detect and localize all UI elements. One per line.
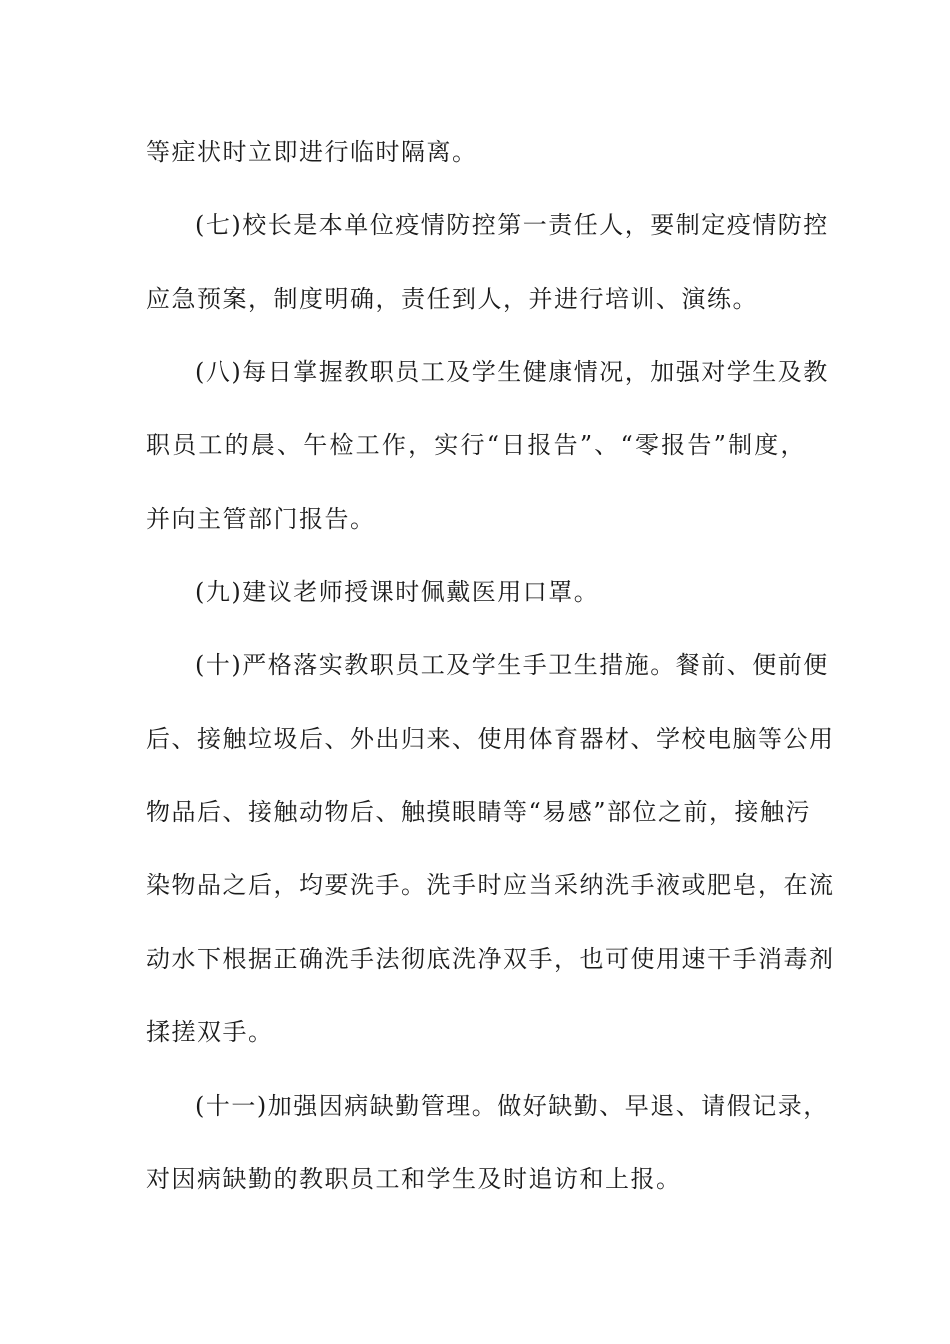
text-line: 对因病缺勤的教职员工和学生及时追访和上报。 (146, 1165, 682, 1193)
text-line: 后、接触垃圾后、外出归来、使用体育器材、学校电脑等公用 (146, 725, 835, 753)
paragraph-nine-line-1: (九)建议老师授课时佩戴医用口罩。 (195, 578, 600, 606)
paragraph-ten-line-1: (十)严格落实教职员工及学生手卫生措施。餐前、便前便 (195, 651, 829, 679)
paragraph-eight-line-1: (八)每日掌握教职员工及学生健康情况，加强对学生及教 (195, 358, 829, 386)
paragraph-seven-line-1: (七)校长是本单位疫情防控第一责任人，要制定疫情防控 (195, 211, 829, 239)
text-line: 等症状时立即进行临时隔离。 (146, 138, 478, 166)
text-line: 动水下根据正确洗手法彻底洗净双手，也可使用速干手消毒剂 (146, 945, 835, 973)
text-line: 染物品之后，均要洗手。洗手时应当采纳洗手液或肥皂，在流 (146, 871, 835, 899)
text-line: 并向主管部门报告。 (146, 505, 376, 533)
text-line: 揉搓双手。 (146, 1018, 274, 1046)
text-line: 应急预案，制度明确，责任到人，并进行培训、演练。 (146, 285, 758, 313)
text-line: 物品后、接触动物后、触摸眼睛等“易感”部位之前，接触污 (146, 798, 812, 826)
text-line: 职员工的晨、午检工作，实行“日报告”、“零报告”制度， (146, 431, 806, 459)
paragraph-eleven-line-1: (十一)加强因病缺勤管理。做好缺勤、早退、请假记录， (195, 1092, 829, 1120)
